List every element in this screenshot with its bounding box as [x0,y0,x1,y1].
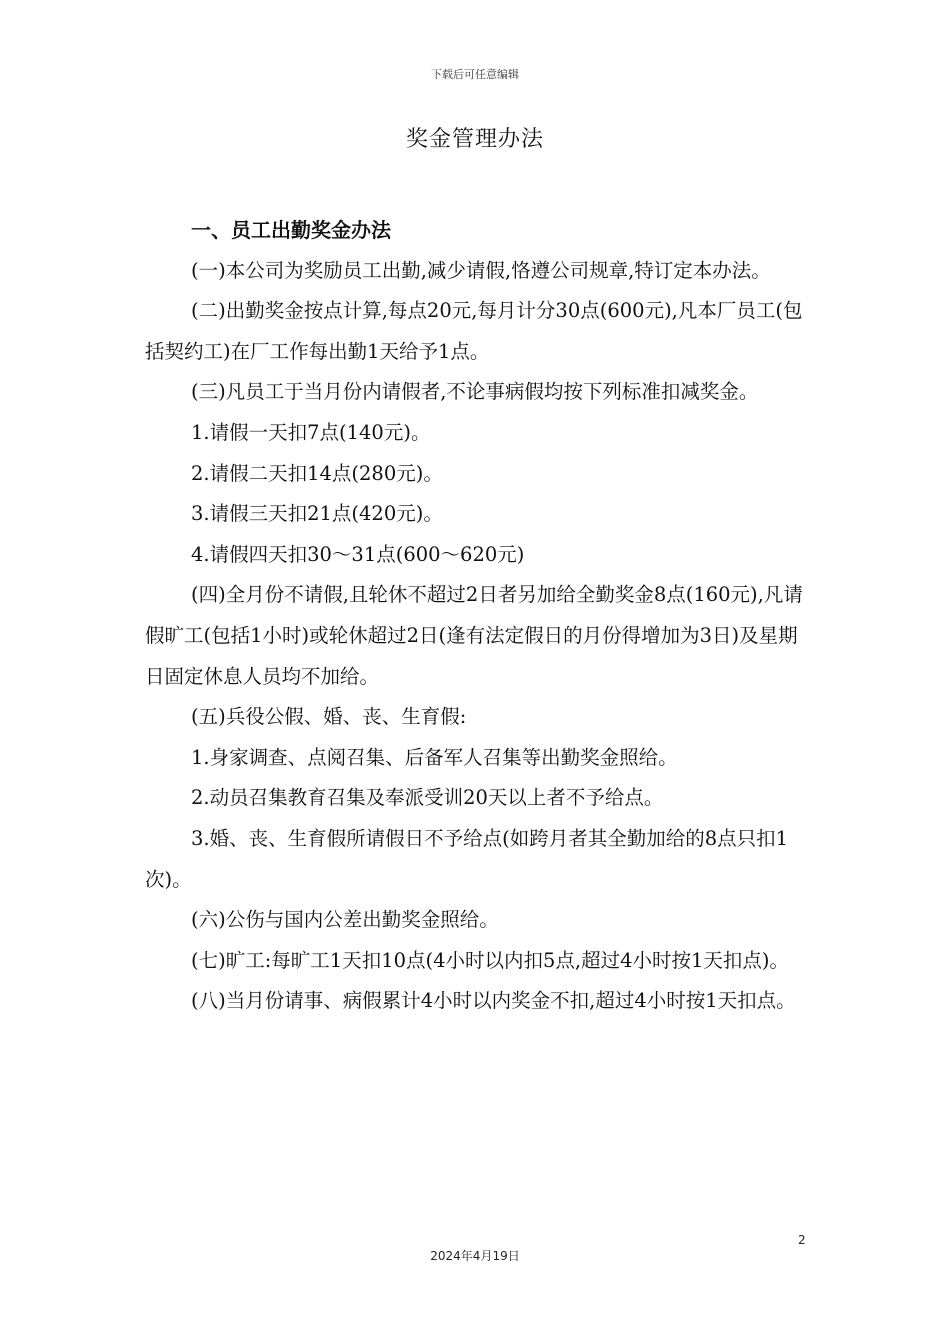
paragraph: (一)本公司为奖励员工出勤,减少请假,恪遵公司规章,特订定本办法。 [191,258,771,282]
list-item: 1.身家调查、点阅召集、后备军人召集等出勤奖金照给。 [191,745,678,769]
paragraph: (二)出勤奖金按点计算,每点20元,每月计分30点(600元),凡本厂员工(包括契约工)在厂工作每出勤1天给予1点。 [145,299,803,363]
list-item: 3.婚、丧、生育假所请假日不予给点(如跨月者其全勤加给的8点只扣1次)。 [145,826,789,891]
list-item: 4.请假四天扣30～31点(600～620元) [191,542,525,566]
paragraph: (七)旷工:每旷工1天扣10点(4小时以内扣5点,超过4小时按1天扣点)。 [191,948,790,972]
document-title: 奖金管理办法 [405,127,544,152]
list-item: 1.请假一天扣7点(140元)。 [191,420,431,444]
list-item: 2.动员召集教育召集及奉派受训20天以上者不予给点。 [191,786,664,810]
paragraph: (八)当月份请事、病假累计4小时以内奖金不扣,超过4小时按1天扣点。 [191,989,796,1013]
document-body [145,210,805,1022]
page-header: 下载后可任意编辑 [431,68,519,81]
paragraph: (四)全月份不请假,且轮休不超过2日者另加给全勤奖金8点(160元),凡请假旷工(包括1小时)或轮休超过2日(逢有法定假日的月份得增加为3日)及星期日固定休息人员均不加给。 [145,583,803,688]
section-heading: 一、员工出勤奖金办法 [191,218,391,242]
paragraph: (五)兵役公假、婚、丧、生育假: [191,705,467,729]
list-item: 2.请假二天扣14点(280元)。 [191,461,443,485]
page-footer-date: 2024年4月19日 [430,1249,520,1263]
paragraph: (六)公伤与国内公差出勤奖金照给。 [191,908,499,932]
list-item: 3.请假三天扣21点(420元)。 [191,502,443,526]
page-number: 2 [798,1233,806,1247]
paragraph: (三)凡员工于当月份内请假者,不论事病假均按下列标准扣减奖金。 [191,380,759,404]
